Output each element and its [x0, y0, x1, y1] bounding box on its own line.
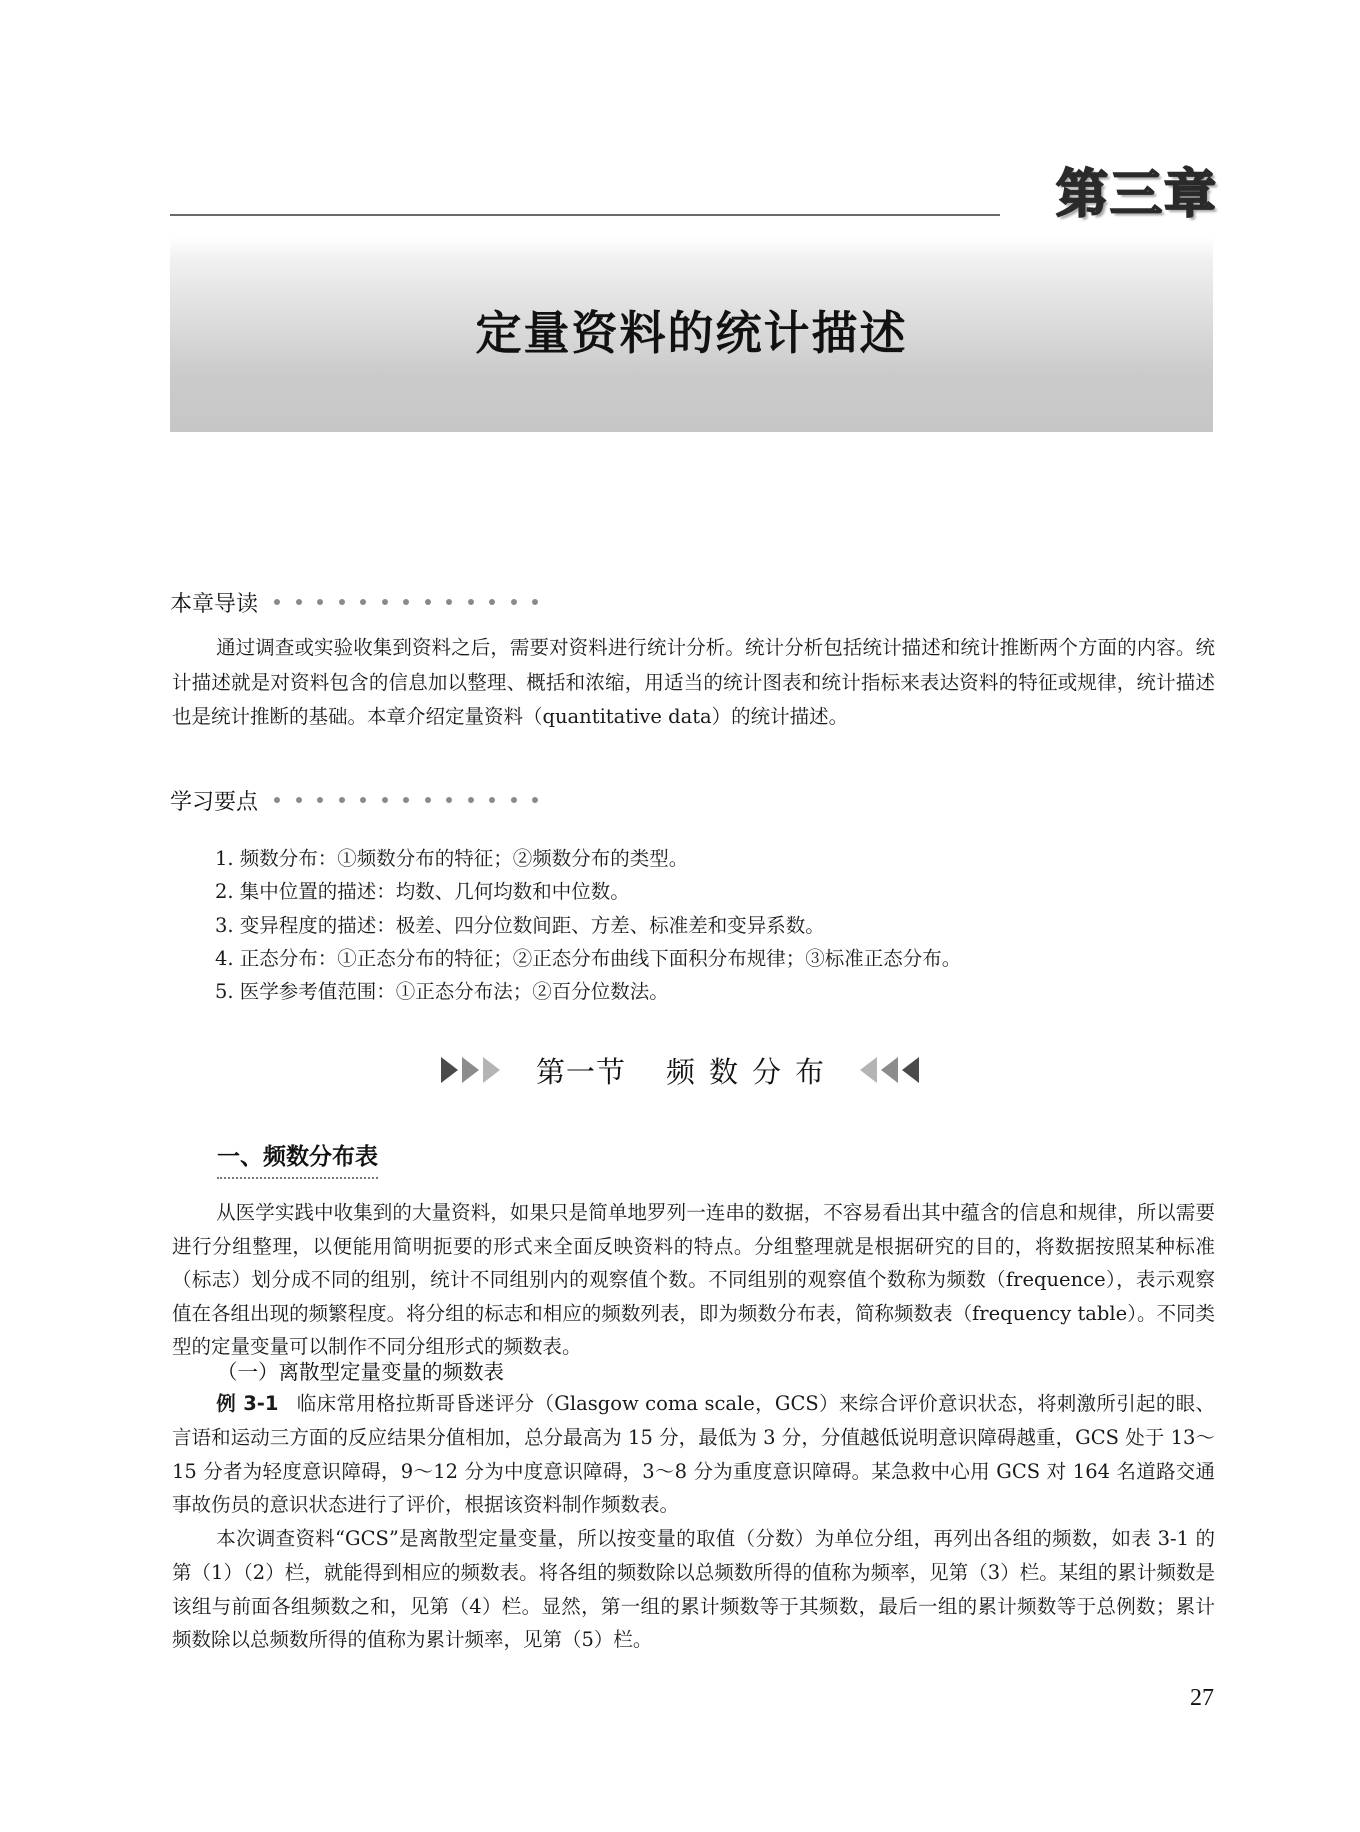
key-point-item: 3. 变异程度的描述：极差、四分位数间距、方差、标准差和变异系数。 — [215, 913, 825, 937]
leader-dot — [403, 599, 409, 605]
triangle-right-icon — [483, 1057, 500, 1083]
leader-dot — [511, 599, 517, 605]
leader-dot — [489, 797, 495, 803]
gcs-paragraph-text: 本次调查资料“GCS”是离散型定量变量，所以按变量的取值（分数）为单位分组，再列出各组的频数，如表 3-1 的第（1）（2）栏，就能得到相应的频数表。将各组的频数除以总频数所得的值称为频率，见第（3）栏。某组的累计频数是该组与前面各组频数之和，见第（4）栏。显然，第一组的累计频数等于其频数，最后一组的累计频数等于总例数；累计频数除以总频数所得的值称为累计频率，见第（5）栏。 — [172, 1527, 1215, 1652]
key-points-heading-text: 学习要点 — [170, 789, 259, 815]
section-name: 频数分布 — [666, 1054, 839, 1089]
example-label: 例 3-1 — [216, 1392, 279, 1415]
leader-dot — [274, 797, 280, 803]
leader-dot — [446, 599, 452, 605]
guide-paragraph — [172, 631, 1215, 735]
leader-dot — [339, 797, 345, 803]
guide-heading — [170, 587, 554, 617]
example-text: 临床常用格拉斯哥昏迷评分（Glasgow coma scale，GCS）来综合评价意识状态，将刺激所引起的眼、言语和运动三方面的反应结果分值相加，总分最高为 15 分，最低为 3 分，分值越低说明意识障碍越重，GCS 处于 13～15 分者为轻度意识障碍，9～12 分为中度意识障碍，3～8 分为重度意识障碍。某急救中心用 GCS 对 164 名道路交通事故伤员的意识状态进行了评价，根据该资料制作频数表。 — [172, 1392, 1215, 1517]
leader-dot — [446, 797, 452, 803]
key-points-heading-dots — [274, 797, 554, 803]
leader-dot — [468, 797, 474, 803]
key-point-item: 2. 集中位置的描述：均数、几何均数和中位数。 — [215, 880, 630, 904]
example-paragraph — [172, 1387, 1215, 1522]
triangle-left-icon — [881, 1057, 898, 1083]
leader-dot — [382, 599, 388, 605]
leader-dot — [382, 797, 388, 803]
key-point-item: 4. 正态分布：①正态分布的特征；②正态分布曲线下面积分布规律；③标准正态分布。 — [215, 946, 962, 970]
leader-dot — [274, 599, 280, 605]
guide-paragraph-text: 通过调查或实验收集到资料之后，需要对资料进行统计分析。统计分析包括统计描述和统计推断两个方面的内容。统计描述就是对资料包含的信息加以整理、概括和浓缩，用适当的统计图表和统计指标来表达资料的特征或规律，统计描述也是统计推断的基础。本章介绍定量资料（quantitative data）的统计描述。 — [172, 636, 1215, 728]
triangle-left-icon — [902, 1057, 919, 1083]
leader-dot — [511, 797, 517, 803]
key-points-heading — [170, 785, 554, 815]
leader-dot — [339, 599, 345, 605]
gcs-paragraph — [172, 1522, 1215, 1657]
section-number: 第一节 — [535, 1054, 626, 1089]
key-points-list — [215, 842, 1215, 1008]
subsection-paragraph — [172, 1196, 1215, 1364]
key-point-item: 5. 医学参考值范围：①正态分布法；②百分位数法。 — [215, 980, 669, 1004]
triangle-right-icon — [441, 1057, 458, 1083]
leader-dot — [296, 599, 302, 605]
triangle-left-icon — [860, 1057, 877, 1083]
leader-dot — [403, 797, 409, 803]
page-number: 27 — [1190, 1685, 1214, 1711]
leader-dot — [425, 599, 431, 605]
leader-dot — [489, 599, 495, 605]
chapter-title: 定量资料的统计描述 — [475, 306, 908, 360]
leader-dot — [468, 599, 474, 605]
header-rule — [170, 214, 1000, 216]
leader-dot — [317, 797, 323, 803]
leader-dot — [532, 797, 538, 803]
chapter-title-box — [170, 237, 1213, 432]
leader-dot — [317, 599, 323, 605]
chapter-label: 第三章 — [1055, 165, 1218, 225]
leader-dot — [360, 599, 366, 605]
key-point-item: 1. 频数分布：①频数分布的特征；②频数分布的类型。 — [215, 847, 689, 870]
subsection-heading: 一、频数分布表 — [217, 1138, 378, 1179]
guide-heading-text: 本章导读 — [170, 591, 259, 617]
leader-dot — [425, 797, 431, 803]
leader-dot — [532, 599, 538, 605]
triangle-right-icon — [462, 1057, 479, 1083]
section-title — [0, 1050, 1360, 1090]
subsection-paragraph-text: 从医学实践中收集到的大量资料，如果只是简单地罗列一连串的数据，不容易看出其中蕴含的信息和规律，所以需要进行分组整理，以便能用简明扼要的形式来全面反映资料的特点。分组整理就是根据研究的目的，将数据按照某种标准（标志）划分成不同的组别，统计不同组别内的观察值个数。不同组别的观察值个数称为频数（frequence），表示观察值在各组出现的频繁程度。将分组的标志和相应的频数列表，即为频数分布表，简称频数表（frequency table）。不同类型的定量变量可以制作不同分组形式的频数表。 — [172, 1201, 1215, 1358]
leader-dot — [360, 797, 366, 803]
subsubsection-heading: （一）离散型定量变量的频数表 — [217, 1360, 504, 1384]
leader-dot — [296, 797, 302, 803]
guide-heading-dots — [274, 599, 554, 605]
